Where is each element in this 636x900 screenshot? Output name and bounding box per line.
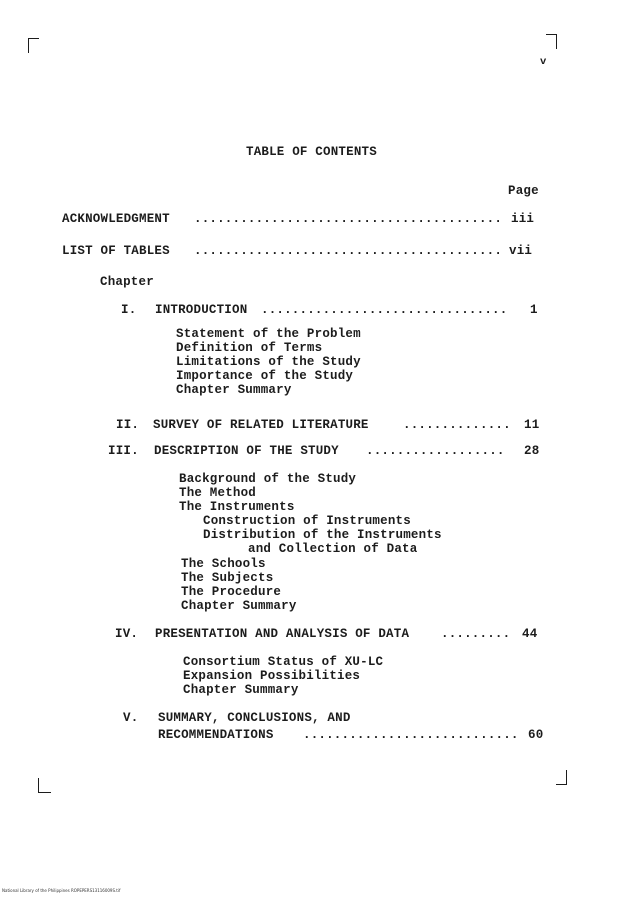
dot-leader: ........................................ — [194, 244, 503, 258]
chapter-heading: Chapter — [100, 275, 154, 289]
chapter-page: 28 — [524, 444, 540, 458]
chapter-numeral: IV. — [115, 627, 139, 641]
section-item: and Collection of Data — [248, 542, 418, 556]
section-item: The Method — [179, 486, 257, 500]
crop-mark-top-left — [28, 38, 39, 53]
chapter-numeral: I. — [121, 303, 137, 317]
chapter-page: 1 — [530, 303, 538, 317]
section-item: Limitations of the Study — [176, 355, 361, 369]
chapter-title: SURVEY OF RELATED LITERATURE — [153, 418, 369, 432]
section-item: Distribution of the Instruments — [203, 528, 442, 542]
chapter-title: INTRODUCTION — [155, 303, 248, 317]
crop-mark-top-right — [546, 34, 557, 49]
chapter-title: PRESENTATION AND ANALYSIS OF DATA — [155, 627, 410, 641]
section-item: Background of the Study — [179, 472, 357, 486]
toc-page-acknowledgment: iii — [511, 212, 535, 226]
page-column-header: Page — [508, 184, 539, 198]
page-number: v — [540, 56, 547, 68]
chapter-page: 11 — [524, 418, 540, 432]
section-item: Statement of the Problem — [176, 327, 361, 341]
dot-leader: ......... — [441, 627, 511, 641]
section-item: The Subjects — [181, 571, 274, 585]
crop-mark-bottom-right — [556, 770, 567, 785]
dot-leader: ........................................ — [194, 212, 503, 226]
dot-leader: .................. — [366, 444, 505, 458]
toc-label-list-of-tables: LIST OF TABLES — [62, 244, 170, 258]
chapter-numeral: II. — [116, 418, 140, 432]
dot-leader: .............. — [403, 418, 511, 432]
page-title: TABLE OF CONTENTS — [246, 145, 377, 159]
chapter-title: DESCRIPTION OF THE STUDY — [154, 444, 339, 458]
chapter-title-line1: SUMMARY, CONCLUSIONS, AND — [158, 711, 351, 725]
scan-footer: National Library of the Philippines ROPEPERS13116009S.tif — [2, 888, 121, 893]
section-item: Construction of Instruments — [203, 514, 411, 528]
section-item: The Instruments — [179, 500, 295, 514]
section-item: Importance of the Study — [176, 369, 354, 383]
section-item: The Schools — [181, 557, 266, 571]
section-item: Chapter Summary — [176, 383, 292, 397]
section-item: Definition of Terms — [176, 341, 323, 355]
toc-page-list-of-tables: vii — [509, 244, 533, 258]
section-item: Chapter Summary — [183, 683, 299, 697]
chapter-page: 60 — [528, 728, 544, 742]
toc-label-acknowledgment: ACKNOWLEDGMENT — [62, 212, 170, 226]
dot-leader: ............................ — [303, 728, 519, 742]
dot-leader: ................................ — [261, 303, 508, 317]
crop-mark-bottom-left — [38, 778, 51, 793]
section-item: Consortium Status of XU-LC — [183, 655, 384, 669]
chapter-numeral: V. — [123, 711, 139, 725]
chapter-title-line2: RECOMMENDATIONS — [158, 728, 274, 742]
section-item: Chapter Summary — [181, 599, 297, 613]
section-item: Expansion Possibilities — [183, 669, 361, 683]
chapter-numeral: III. — [108, 444, 139, 458]
section-item: The Procedure — [181, 585, 282, 599]
chapter-page: 44 — [522, 627, 538, 641]
